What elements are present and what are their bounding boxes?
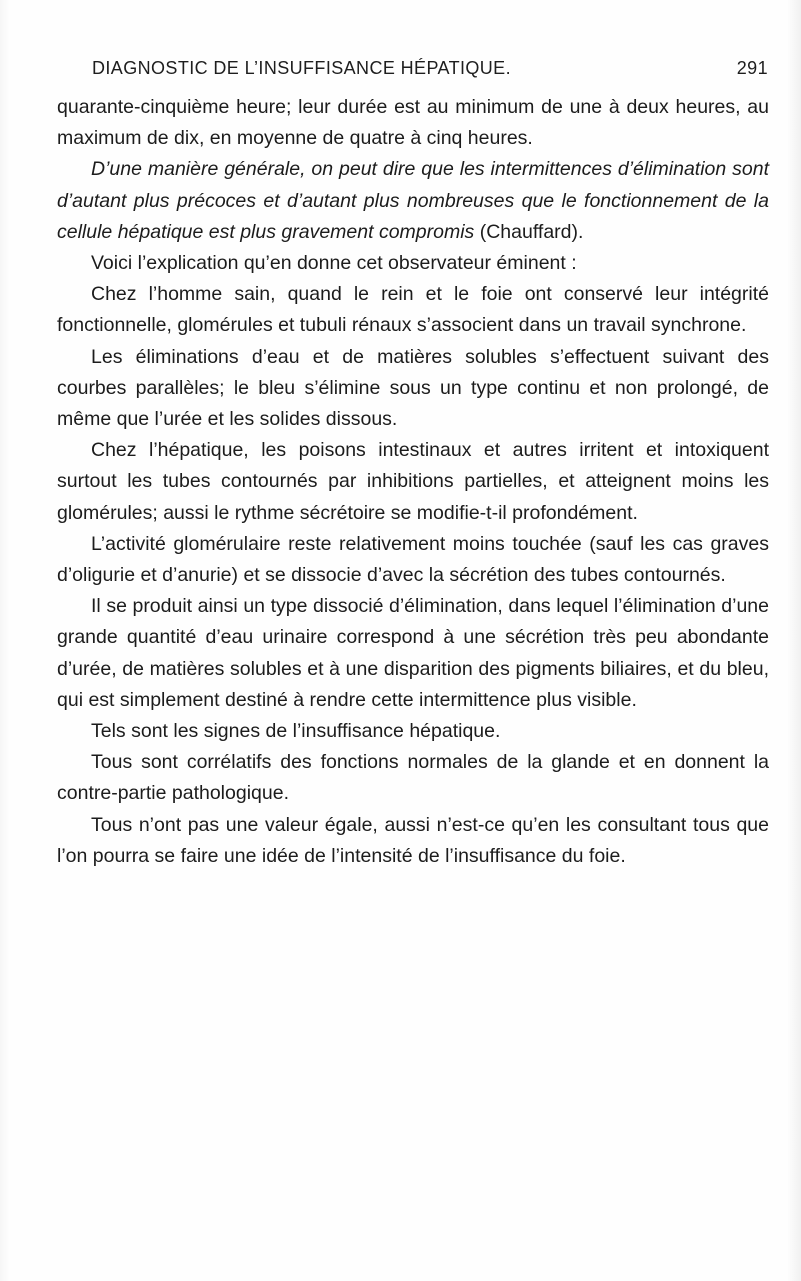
- paragraph-9: [57, 716, 769, 747]
- paragraph-10-text: Tous sont corrélatifs des fonctions normales de la glande et en donnent la contre-partie pathologique.: [57, 751, 769, 805]
- paragraph-3-text: Voici l’explication qu’en donne cet observateur éminent :: [91, 252, 577, 275]
- paragraph-10: [57, 747, 769, 809]
- paragraph-1: [57, 92, 769, 154]
- paragraph-4: [57, 279, 769, 341]
- paragraph-4-text: Chez l’homme sain, quand le rein et le foie ont conservé leur intégrité fonctionnelle, glomérules et tubuli rénaux s’associent dans un travail synchrone.: [57, 283, 769, 337]
- paragraph-9-text: Tels sont les signes de l’insuffisance hépatique.: [91, 720, 501, 743]
- paragraph-6-text: Chez l’hépatique, les poisons intestinaux et autres irritent et intoxiquent surtout les tubes contournés par inhibitions partielles, et atteignent moins les glomérules; aussi le rythme sécrétoire se modifie-t-il profondément.: [57, 439, 769, 524]
- body-text: [57, 92, 769, 872]
- paragraph-3: [57, 248, 769, 279]
- page-edge-left: [0, 0, 10, 1281]
- paragraph-2-citation: (Chauffard).: [474, 220, 584, 243]
- paragraph-8: [57, 591, 769, 716]
- page-edge-right: [787, 0, 801, 1281]
- paragraph-8-text: Il se produit ainsi un type dissocié d’élimination, dans lequel l’élimination d’une grande quantité d’eau urinaire correspond à une sécrétion très peu abondante d’urée, de matières solubles et à une disparition des pigments biliaires, et du bleu, qui est simplement destiné à rendre cette intermittence plus visible.: [57, 595, 769, 711]
- page-header: [92, 58, 768, 82]
- page-number: 291: [736, 58, 768, 78]
- paragraph-11: [57, 810, 769, 872]
- paragraph-5-text: Les éliminations d’eau et de matières solubles s’effectuent suivant des courbes parallèles; le bleu s’élimine sous un type continu et non prolongé, de même que l’urée et les solides dissous.: [57, 345, 769, 431]
- paragraph-2: [57, 154, 769, 248]
- paragraph-5: [57, 342, 769, 436]
- paragraph-7: [57, 529, 769, 591]
- paragraph-11-text: Tous n’ont pas une valeur égale, aussi n’est-ce qu’en les consultant tous que l’on pourra se faire une idée de l’intensité de l’insuffisance du foie.: [57, 813, 769, 867]
- running-title: DIAGNOSTIC DE L’INSUFFISANCE HÉPATIQUE.: [92, 58, 511, 78]
- paragraph-7-text: L’activité glomérulaire reste relativement moins touchée (sauf les cas graves d’oligurie et d’anurie) et se dissocie d’avec la sécrétion des tubes contournés.: [57, 532, 769, 587]
- paragraph-1-text: quarante-cinquième heure; leur durée est au minimum de une à deux heures, au maximum de dix, en moyenne de quatre à cinq heures.: [57, 96, 769, 150]
- paragraph-6: [57, 435, 769, 529]
- paragraph-2-italic-text: D’une manière générale, on peut dire que les intermittences d’élimination sont d’autant plus précoces et d’autant plus nombreuses que le fonctionnement de la cellule hépatique est plus gravement compromis: [57, 158, 769, 243]
